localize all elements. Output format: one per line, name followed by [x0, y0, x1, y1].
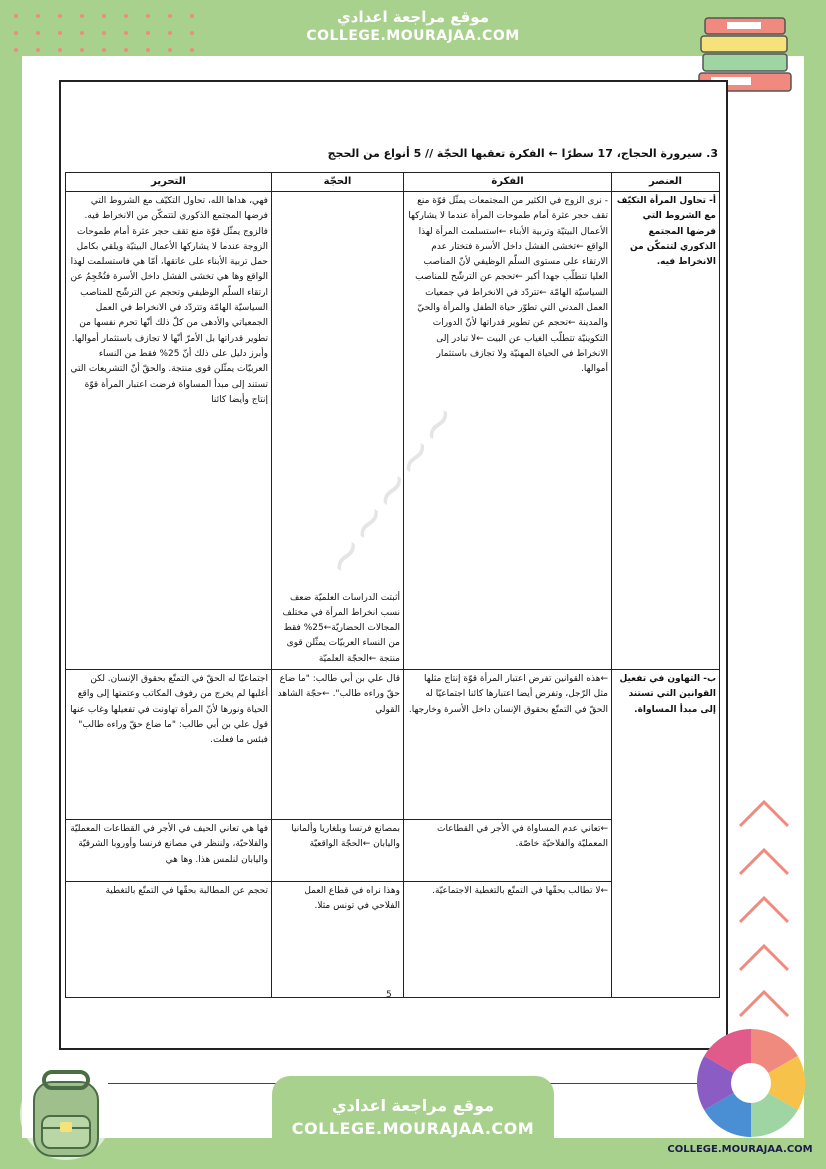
site-url[interactable]: COLLEGE.MOURAJAA.COM	[291, 1119, 535, 1138]
table-row	[66, 192, 720, 670]
decorative-dot	[36, 31, 40, 35]
editing-cell: فها هي تعاني الحيف في الأجر في القطاعات المعمليّة والفلاحيّة، ولننظر في مصانع فرنسا وأوروبا الشرقيّة واليابان لنلمس هذا. وها هي	[66, 820, 272, 882]
decorative-dot	[102, 48, 106, 52]
header-proof: الحجّة	[272, 173, 404, 192]
page-number: 5	[386, 990, 392, 1000]
decorative-dot	[14, 48, 18, 52]
decorative-dot	[80, 48, 84, 52]
document-heading: 3. سيرورة الحجاج، 17 سطرًا ← الفكرة تعقبها الحجّة // 5 أنواع من الحجج	[327, 147, 718, 160]
decorative-dot	[58, 14, 62, 18]
element-cell: أ- تحاول المرأة التكيّف مع الشروط التي فرضها المجتمع الذكوري لتتمكّن من الانخراط فيه.	[612, 192, 720, 670]
bottom-banner	[272, 1076, 554, 1169]
decorative-dot	[124, 48, 128, 52]
proof-cell: أثبتت الدراسات العلميّة ضعف نسب انخراط المرأة في مختلف المجالات الحضاريّة←25% فقط من النساء العربيّات يمثّلن قوى منتجة ←الحجّة العلميّة	[272, 192, 404, 670]
header-idea: الفكرة	[404, 173, 612, 192]
decorative-dot	[168, 31, 172, 35]
decorative-dots	[14, 14, 214, 62]
stamp-watermark: ~~~~~	[310, 391, 473, 589]
scanned-document	[59, 80, 728, 1050]
decorative-dot	[146, 48, 150, 52]
decorative-dot	[58, 31, 62, 35]
decorative-dot	[58, 48, 62, 52]
idea-cell: ←تعاني عدم المساواة في الأجر في القطاعات المعمليّة والفلاحيّة خاصّة.	[404, 820, 612, 882]
argument-table	[65, 172, 720, 998]
editing-cell: اجتماعيّا له الحقّ في التمتّع بحقوق الإنسان. لكن أغلبها لم يخرج من رفوف المكاتب وعتمتها إلى واقع الحياة ونورها لأنّ المرأة تهاونت في تفعيلها وغاب عنها قول علي بن أبي طالب: "ما ضاع حقّ وراءه طالب" فبئس ما فعلت.	[66, 670, 272, 820]
decorative-dot	[190, 14, 194, 18]
table-header-row	[66, 173, 720, 192]
decorative-dot	[14, 31, 18, 35]
backpack-icon	[14, 1058, 118, 1162]
decorative-dot	[14, 14, 18, 18]
decorative-dot	[190, 48, 194, 52]
decorative-dot	[168, 14, 172, 18]
idea-cell: ←هذه القوانين تفرض اعتبار المرأة قوّة إنتاج مثلها مثل الرّجل، وتفرض أيضا اعتبارها كائنا اجتماعيّا له الحقّ في التمتّع بحقوق الإنسان داخل الأسرة وخارجها.	[404, 670, 612, 820]
logo-url[interactable]: COLLEGE.MOURAJAA.COM	[667, 1144, 813, 1155]
table-row	[66, 670, 720, 820]
decorative-dot	[168, 48, 172, 52]
site-url[interactable]: COLLEGE.MOURAJAA.COM	[306, 28, 520, 44]
decorative-dot	[102, 14, 106, 18]
editing-cell: تحجم عن المطالبة بحقّها في التمتّع بالتغطية	[66, 882, 272, 998]
element-cell: ب- التهاون في تفعيل القوانين التي تستند إلى مبدأ المساواة.	[612, 670, 720, 998]
proof-cell: قال علي بن أبي طالب: "ما ضاع حقّ وراءه طالب". ←حجّة الشاهد القولي	[272, 670, 404, 820]
chevron-up-icon	[734, 790, 794, 1020]
site-name: موقع مراجعة اعدادي	[337, 8, 489, 26]
proof-cell: بمصانع فرنسا وبلغاريا وألمانيا واليابان ←الحجّة الواقعيّة	[272, 820, 404, 882]
decorative-dot	[102, 31, 106, 35]
decorative-dot	[124, 31, 128, 35]
top-banner	[285, 0, 541, 56]
header-element: العنصر	[612, 173, 720, 192]
decorative-dot	[80, 14, 84, 18]
editing-cell: فهي، هداها الله، تحاول التكيّف مع الشروط التي فرضها المجتمع الذكوري لتتمكّن من الانخراط فيه. فالزوج يمثّل قوّة منع تقف حجر عثرة أمام طموحات الزوجة عندما لا يشاركها الأعمال البيتيّة ويلقي بكامل حمل تربية الأبناء على عاتقها، أمّا هي فاستسلمت لهذا الواقع وها هي تخشى الفشل داخل الأسرة فتُحْجِمُ عن ارتقاء السلّم الوظيفي وتحجم عن الترشّح للمناصب السياسيّة الهامّة وتتردّد في الانخراط في العمل الجمعياتي والأدهى من كلّ ذلك أنّها تحرم نفسها من تطوير قدراتها بل الأمرّ أنّها لا تجازف باستثمار أموالها. وأبرز دليل على ذلك أنّ 25% فقط من النساء العربيّات يمثّلن قوى منتجة. والحقّ أنّ التشريعات التي تستند إلى مبدأ المساواة فرضت اعتبار المرأة قوّة إنتاج وأيضا كائنا	[66, 192, 272, 670]
idea-cell: ←لا تطالب بحقّها في التمتّع بالتغطية الاجتماعيّة.	[404, 882, 612, 998]
site-logo-icon	[694, 1026, 808, 1140]
decorative-dot	[36, 14, 40, 18]
idea-cell: - نرى الزوج في الكثير من المجتمعات يمثّل قوّة منع تقف حجر عثرة أمام طموحات المرأة عندما لا يشاركها الأعمال البيتيّة وتربية الأبناء ←استسلمت المرأة لهذا الواقع ←تخشى الفشل داخل الأسرة فتختار عدم الارتقاء على مستوى السلّم الوظيفي لأنّ المناصب العليا تتطلّب جهدا أكبر ←تحجم عن الترشّح للمناصب السياسيّة الهامّة ←تتردّد في الانخراط في جمعيات العمل المدني التي تطوّر حياة الطفل والمرأة والحيّ والمدينة ←تحجم عن تطوير قدراتها لأنّ الدورات التكوينيّة تتطلّب الغياب عن البيت ←لا تبادر إلى الانخراط في الحياة المهنيّة ولا تجازف باستثمار أموالها.	[404, 192, 612, 670]
decorative-dot	[190, 31, 194, 35]
decorative-dot	[146, 14, 150, 18]
proof-cell: وهذا نراه في قطاع العمل الفلاحي في تونس مثلا.	[272, 882, 404, 998]
decorative-dot	[146, 31, 150, 35]
decorative-dot	[36, 48, 40, 52]
decorative-dot	[124, 14, 128, 18]
site-name: موقع مراجعة اعدادي	[331, 1096, 495, 1115]
header-editing: التحرير	[66, 173, 272, 192]
decorative-dot	[80, 31, 84, 35]
